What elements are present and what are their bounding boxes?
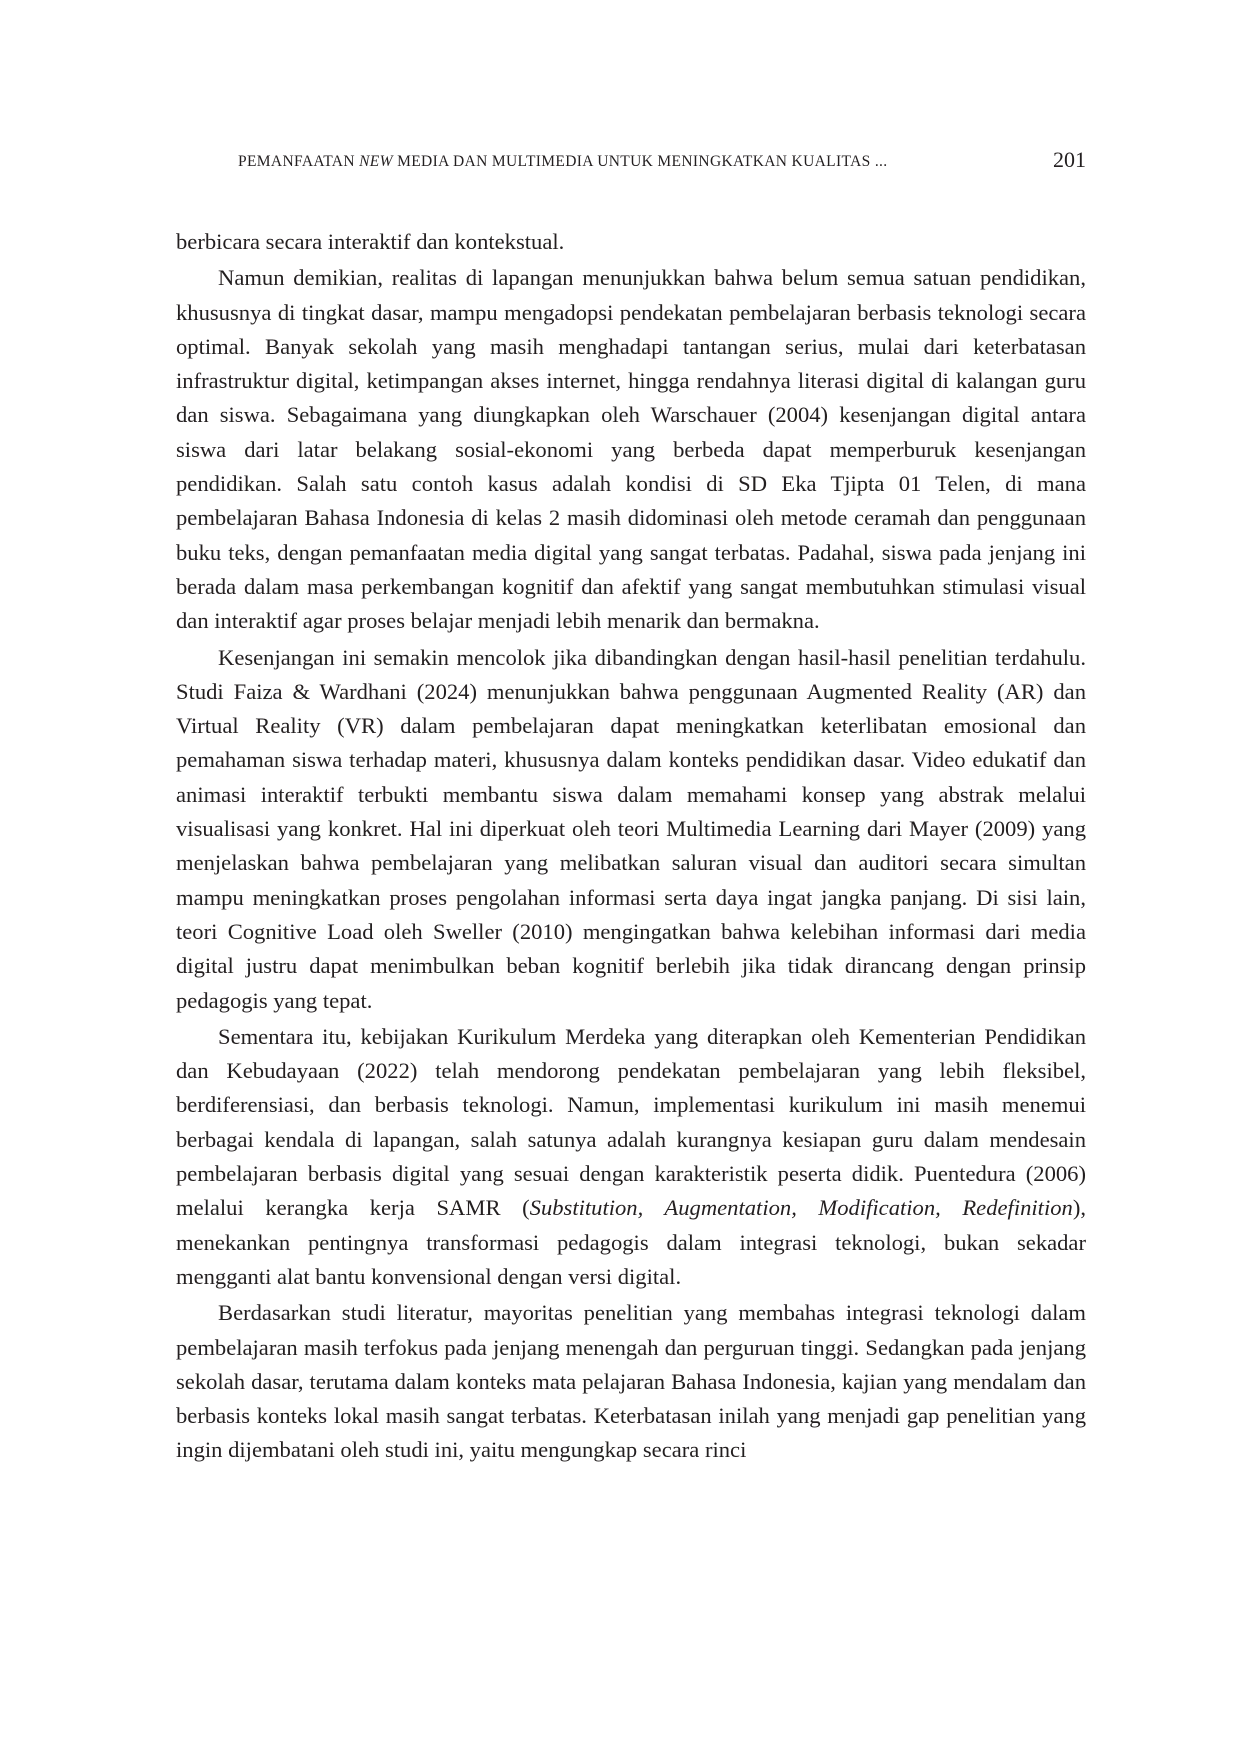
paragraph-prior-research: Kesenjangan ini semakin mencolok jika dibandingkan dengan hasil-hasil penelitian terdahulu. Studi Faiza & Wardhani (2024) menunjukkan bahwa penggunaan Augmented Reality (AR) dan Virtual Reality (VR) dalam pembelajaran dapat meningkatkan keterlibatan emosional dan pemahaman siswa terhadap materi, khususnya dalam konteks pendidikan dasar. Video edukatif dan animasi interaktif terbukti membantu siswa dalam memahami konsep yang abstrak melalui visualisasi yang konkret. Hal ini diperkuat oleh teori Multimedia Learning dari Mayer (2009) yang menjelaskan bahwa pembelajaran yang melibatkan saluran visual dan auditori secara simultan mampu meningkatkan proses pengolahan informasi serta daya ingat jangka panjang. Di sisi lain, teori Cognitive Load oleh Sweller (2010) mengingatkan bahwa kelebihan informasi dari media digital justru dapat menimbulkan beban kognitif berlebih jika tidak dirancang dengan prinsip pedagogis yang tepat. (176, 644, 1086, 1013)
paragraph-research-gap: Berdasarkan studi literatur, mayoritas penelitian yang membahas integrasi teknologi dalam pembelajaran masih terfokus pada jenjang menengah dan perguruan tinggi. Sedangkan pada jenjang sekolah dasar, terutama dalam konteks mata pelajaran Bahasa Indonesia, kajian yang mendalam dan berbasis konteks lokal masih sangat terbatas. Keterbatasan inilah yang menjadi gap penelitian yang ingin dijembatani oleh studi ini, yaitu mengungkap secara rinci (176, 1300, 1086, 1463)
body-text (176, 225, 1086, 1470)
paragraph-digital-gap: Namun demikian, realitas di lapangan menunjukkan bahwa belum semua satuan pendidikan, khususnya di tingkat dasar, mampu mengadopsi pendekatan pembelajaran berbasis teknologi secara optimal. Banyak sekolah yang masih menghadapi tantangan serius, mulai dari keterbatasan infrastruktur digital, ketimpangan akses internet, hingga rendahnya literasi digital di kalangan guru dan siswa. Sebagaimana yang diungkapkan oleh Warschauer (2004) kesenjangan digital antara siswa dari latar belakang sosial-ekonomi yang berbeda dapat memperburuk kesenjangan pendidikan. Salah satu contoh kasus adalah kondisi di SD Eka Tjipta 01 Telen, di mana pembelajaran Bahasa Indonesia di kelas 2 masih didominasi oleh metode ceramah dan penggunaan buku teks, dengan pemanfaatan media digital yang sangat terbatas. Padahal, siswa pada jenjang ini berada dalam masa perkembangan kognitif dan afektif yang sangat membutuhkan stimulasi visual dan interaktif agar proses belajar menjadi lebih menarik dan bermakna. (176, 265, 1086, 634)
page-number: 201 (1053, 147, 1086, 172)
running-head-title-italic: NEW (359, 153, 393, 170)
running-head-title (238, 153, 888, 171)
running-head-title-pre: PEMANFAATAN (238, 153, 360, 170)
paragraph-kurikulum-merdeka-post: ), menekankan pentingnya transformasi pedagogis dalam integrasi teknologi, bukan sekadar mengganti alat bantu konvensional dengan versi digital. (176, 1195, 1086, 1289)
running-head-title-post: MEDIA DAN MULTIMEDIA UNTUK MENINGKATKAN KUALITAS ... (392, 153, 888, 170)
samr-terms-italic: Substitution, Augmentation, Modification, Redefinition (529, 1195, 1073, 1221)
paragraph-continued: berbicara secara interaktif dan kontekstual. (176, 229, 565, 254)
paragraph-kurikulum-merdeka-pre: Sementara itu, kebijakan Kurikulum Merdeka yang diterapkan oleh Kementerian Pendidikan dan Kebudayaan (2022) telah mendorong pendekatan pembelajaran yang lebih fleksibel, berdiferensiasi, dan berbasis teknologi. Namun, implementasi kurikulum ini masih menemui berbagai kendala di lapangan, salah satunya adalah kurangnya kesiapan guru dalam mendesain pembelajaran berbasis digital yang sesuai dengan karakteristik peserta didik. Puentedura (2006) melalui kerangka kerja SAMR ( (176, 1023, 1086, 1221)
paragraph-kurikulum-merdeka (176, 1020, 1086, 1294)
running-head (238, 147, 1086, 177)
